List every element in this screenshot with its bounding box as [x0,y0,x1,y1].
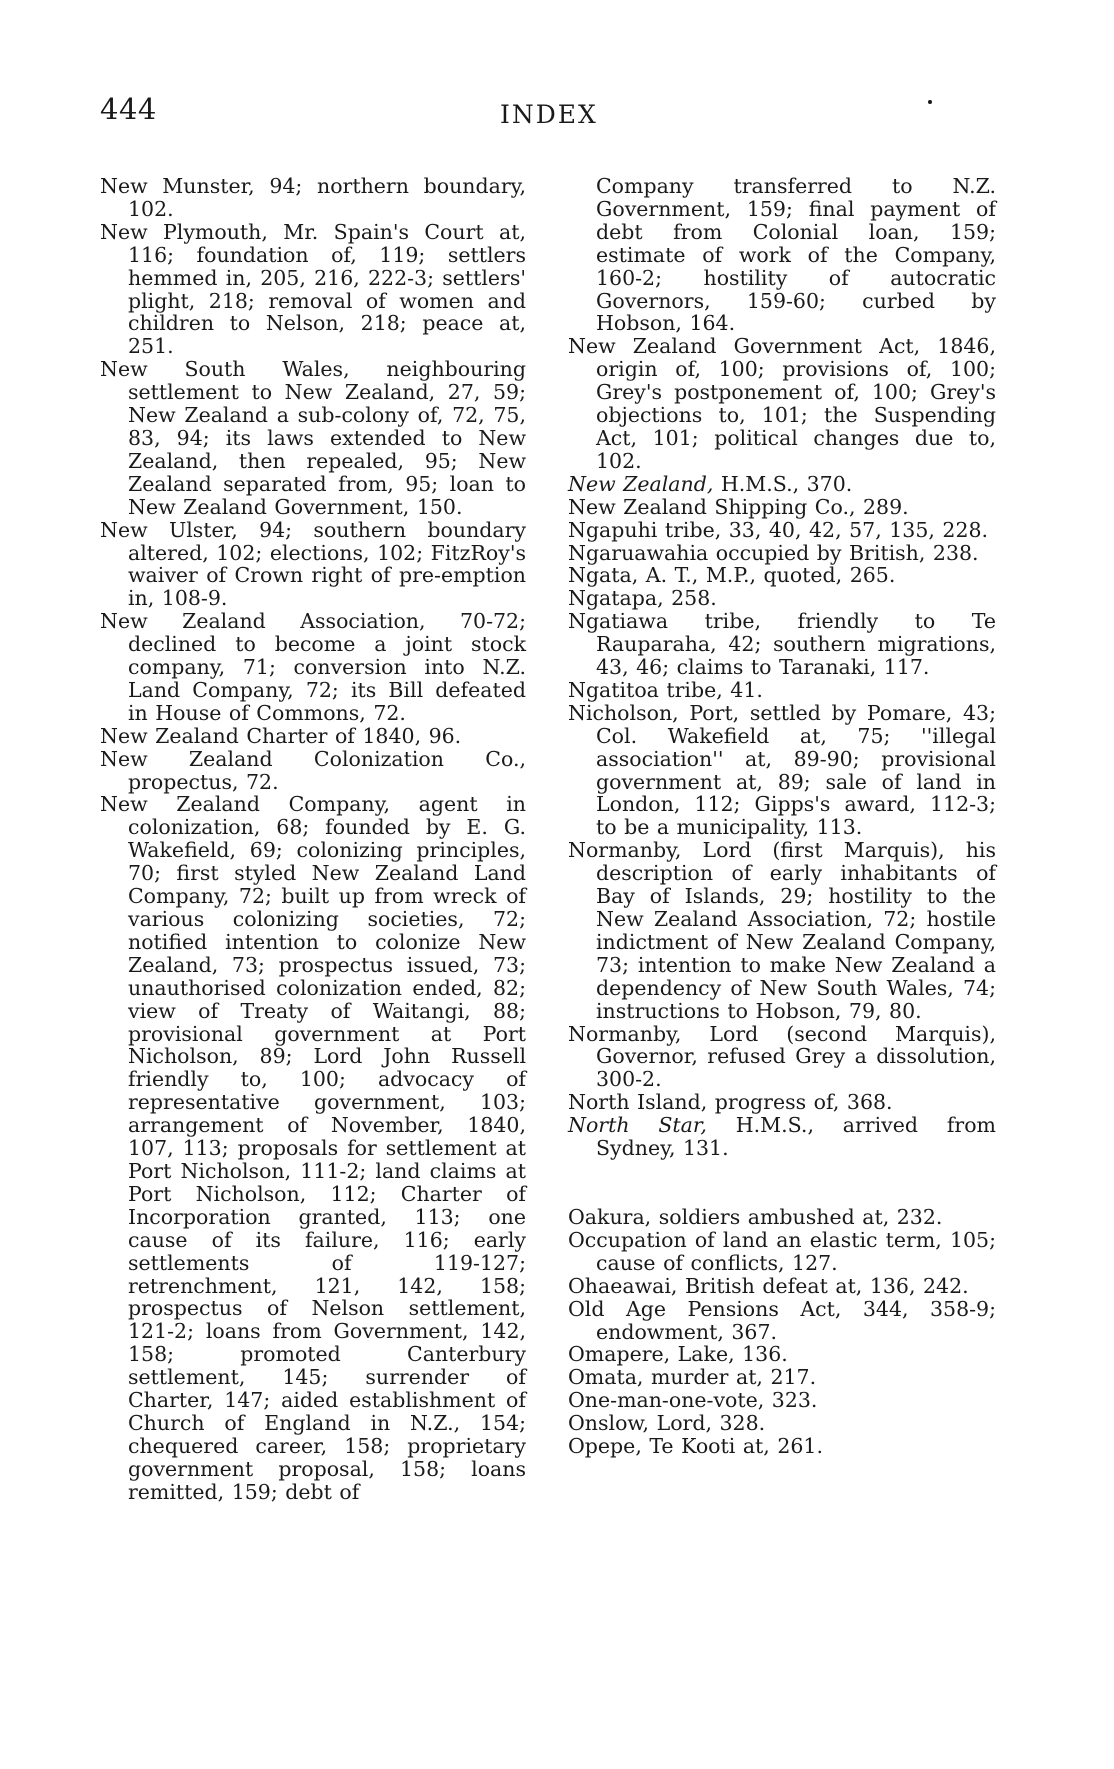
index-entry [568,519,996,542]
index-entry [568,1366,996,1389]
section-spacer [568,1160,996,1206]
printer-dot [928,100,932,104]
index-entry [100,519,526,611]
index-entry-text: Nicholson, Port, settled by Pomare, 43; Col. Wakefield at, 75; ''illegal association'' at, 89-90; provisional government at, 89; sale of land in London, 112; Gipps's award, 112-3; to be a municipality, 113. [568,700,996,840]
index-entry [568,1206,996,1229]
index-entry [568,1412,996,1435]
index-entry [568,175,996,335]
index-entry-text: New Zealand Association, 70-72; declined to become a joint stock company, 71; conversion into N.Z. Land Company, 72; its Bill defeated in House of Commons, 72. [100,609,526,725]
index-entry-text: Ngatapa, 258. [568,586,717,611]
index-column-right [568,175,996,1458]
page-number: 444 [100,92,157,126]
index-entry-text: Omapere, Lake, 136. [568,1342,788,1367]
index-entry [568,1114,996,1160]
index-entry [100,748,526,794]
index-entry-text: H.M.S., 370. [713,471,853,496]
index-entry [568,839,996,1022]
index-entry [568,335,996,472]
index-entry [100,221,526,358]
index-entry [568,1343,996,1366]
index-entry [568,679,996,702]
index-entry-text: Ngatitoa tribe, 41. [568,677,763,702]
index-entry-text: New Zealand Government Act, 1846, origin of, 100; provisions of, 100; Grey's postponement of, 100; Grey's objections to, 101; the Suspending Act, 101; political changes due to, 102. [568,334,996,473]
index-entry [568,1389,996,1412]
index-entry-text: Omata, murder at, 217. [568,1365,817,1390]
index-entry [100,793,526,1503]
index-entry-text: Normanby, Lord (first Marquis), his description of early inhabitants of Bay of Islands, 29; hostility to the New Zealand Association, 72; hostile indictment of New Zealand Company, 73; intention to make New Zealand a dependency of New South Wales, 74; instructions to Hobson, 79, 80. [568,838,996,1023]
index-entry-text: Opepe, Te Kooti at, 261. [568,1434,823,1459]
index-entry-text: Ngaruawahia occupied by British, 238. [568,540,979,565]
index-entry-text: Onslow, Lord, 328. [568,1411,766,1436]
index-entry [100,358,526,518]
index-entry-text: New Munster, 94; northern boundary, 102. [100,174,526,221]
index-entry [568,1023,996,1092]
index-entry [568,473,996,496]
index-entry-text: New Ulster, 94; southern boundary altered, 102; elections, 102; FitzRoy's waiver of Crown right of pre-emption in, 108-9. [100,517,526,611]
index-entry-text: Ngatiawa tribe, friendly to Te Rauparaha, 42; southern migrations, 43, 46; claims to Taranaki, 117. [568,609,996,680]
index-entry [568,1435,996,1458]
index-entry-text: Ngata, A. T., M.P., quoted, 265. [568,563,896,588]
index-entry [100,175,526,221]
index-entry [568,564,996,587]
index-entry-text: Oakura, soldiers ambushed at, 232. [568,1204,943,1229]
index-entry-text: New Zealand Company, agent in colonization, 68; founded by E. G. Wakefield, 69; colonizing principles, 70; first styled New Zealand Land Company, 72; built up from wreck of various colonizing societies, 72; notified intention to colonize New Zealand, 73; prospectus issued, 73; unauthorised colonization ended, 82; view of Treaty of Waitangi, 88; provisional government at Port Nicholson, 89; Lord John Russell friendly to, 100; advocacy of representative government, 103; arrangement of November, 1840, 107, 113; proposals for settlement at Port Nicholson, 111-2; land claims at Port Nicholson, 112; Charter of Incorporation granted, 113; one cause of its failure, 116; early settlements of 119-127; retrenchment, 121, 142, 158; prospectus of Nelson settlement, 121-2; loans from Government, 142, 158; promoted Canterbury settlement, 145; surrender of Charter, 147; aided establishment of Church of England in N.Z., 154; chequered career, 158; proprietary government proposal, 158; loans remitted, 159; debt of [100,792,526,1504]
index-entry-text: Ngapuhi tribe, 33, 40, 42, 57, 135, 228. [568,517,989,542]
index-entry-text: Company transferred to N.Z. Government, 159; final payment of debt from Colonial loan, 159; estimate of work of the Company, 160-2; hostility of autocratic Governors, 159-60; curbed by Hobson, 164. [596,174,996,336]
index-column-left [100,175,526,1504]
index-entry-text: New Zealand Colonization Co., propectus, 72. [100,746,526,794]
index-entry-text: New South Wales, neighbouring settlement to New Zealand, 27, 59; New Zealand a sub-colony of, 72, 75, 83, 94; its laws extended to New Zealand, then repealed, 95; New Zealand separated from, 95; loan to New Zealand Government, 150. [100,357,526,519]
index-entry-text: One-man-one-vote, 323. [568,1388,818,1413]
index-entry-text: New Zealand Shipping Co., 289. [568,494,909,519]
index-entry [568,1229,996,1275]
index-entry [568,1091,996,1114]
index-entry [568,1298,996,1344]
running-head: INDEX [500,100,598,129]
index-entry-text: New Plymouth, Mr. Spain's Court at, 116; foundation of, 119; settlers hemmed in, 205, 216, 222-3; settlers' plight, 218; removal of women and children to Nelson, 218; peace at, 251. [100,219,526,359]
index-entry-italic: North Star, [568,1113,707,1138]
index-entry [568,587,996,610]
index-entry [568,496,996,519]
index-entry-text: Old Age Pensions Act, 344, 358-9; endowment, 367. [568,1296,996,1344]
index-entry [568,610,996,679]
index-entry-text: Normanby, Lord (second Marquis), Governor, refused Grey a dissolution, 300-2. [568,1021,996,1092]
index-entry [100,610,526,725]
index-entry-text: Ohaeawai, British defeat at, 136, 242. [568,1273,969,1298]
index-entry-italic: New Zealand, [568,471,714,496]
index-entry [568,1275,996,1298]
index-entry-text: North Island, progress of, 368. [568,1090,893,1115]
index-entry [568,702,996,839]
index-entry-text: New Zealand Charter of 1840, 96. [100,723,462,748]
index-entry [100,725,526,748]
index-entry-text: H.M.S., arrived from Sydney, 131. [596,1113,996,1161]
index-entry [568,542,996,565]
index-entry-text: Occupation of land an elastic term, 105; cause of conflicts, 127. [568,1227,996,1275]
